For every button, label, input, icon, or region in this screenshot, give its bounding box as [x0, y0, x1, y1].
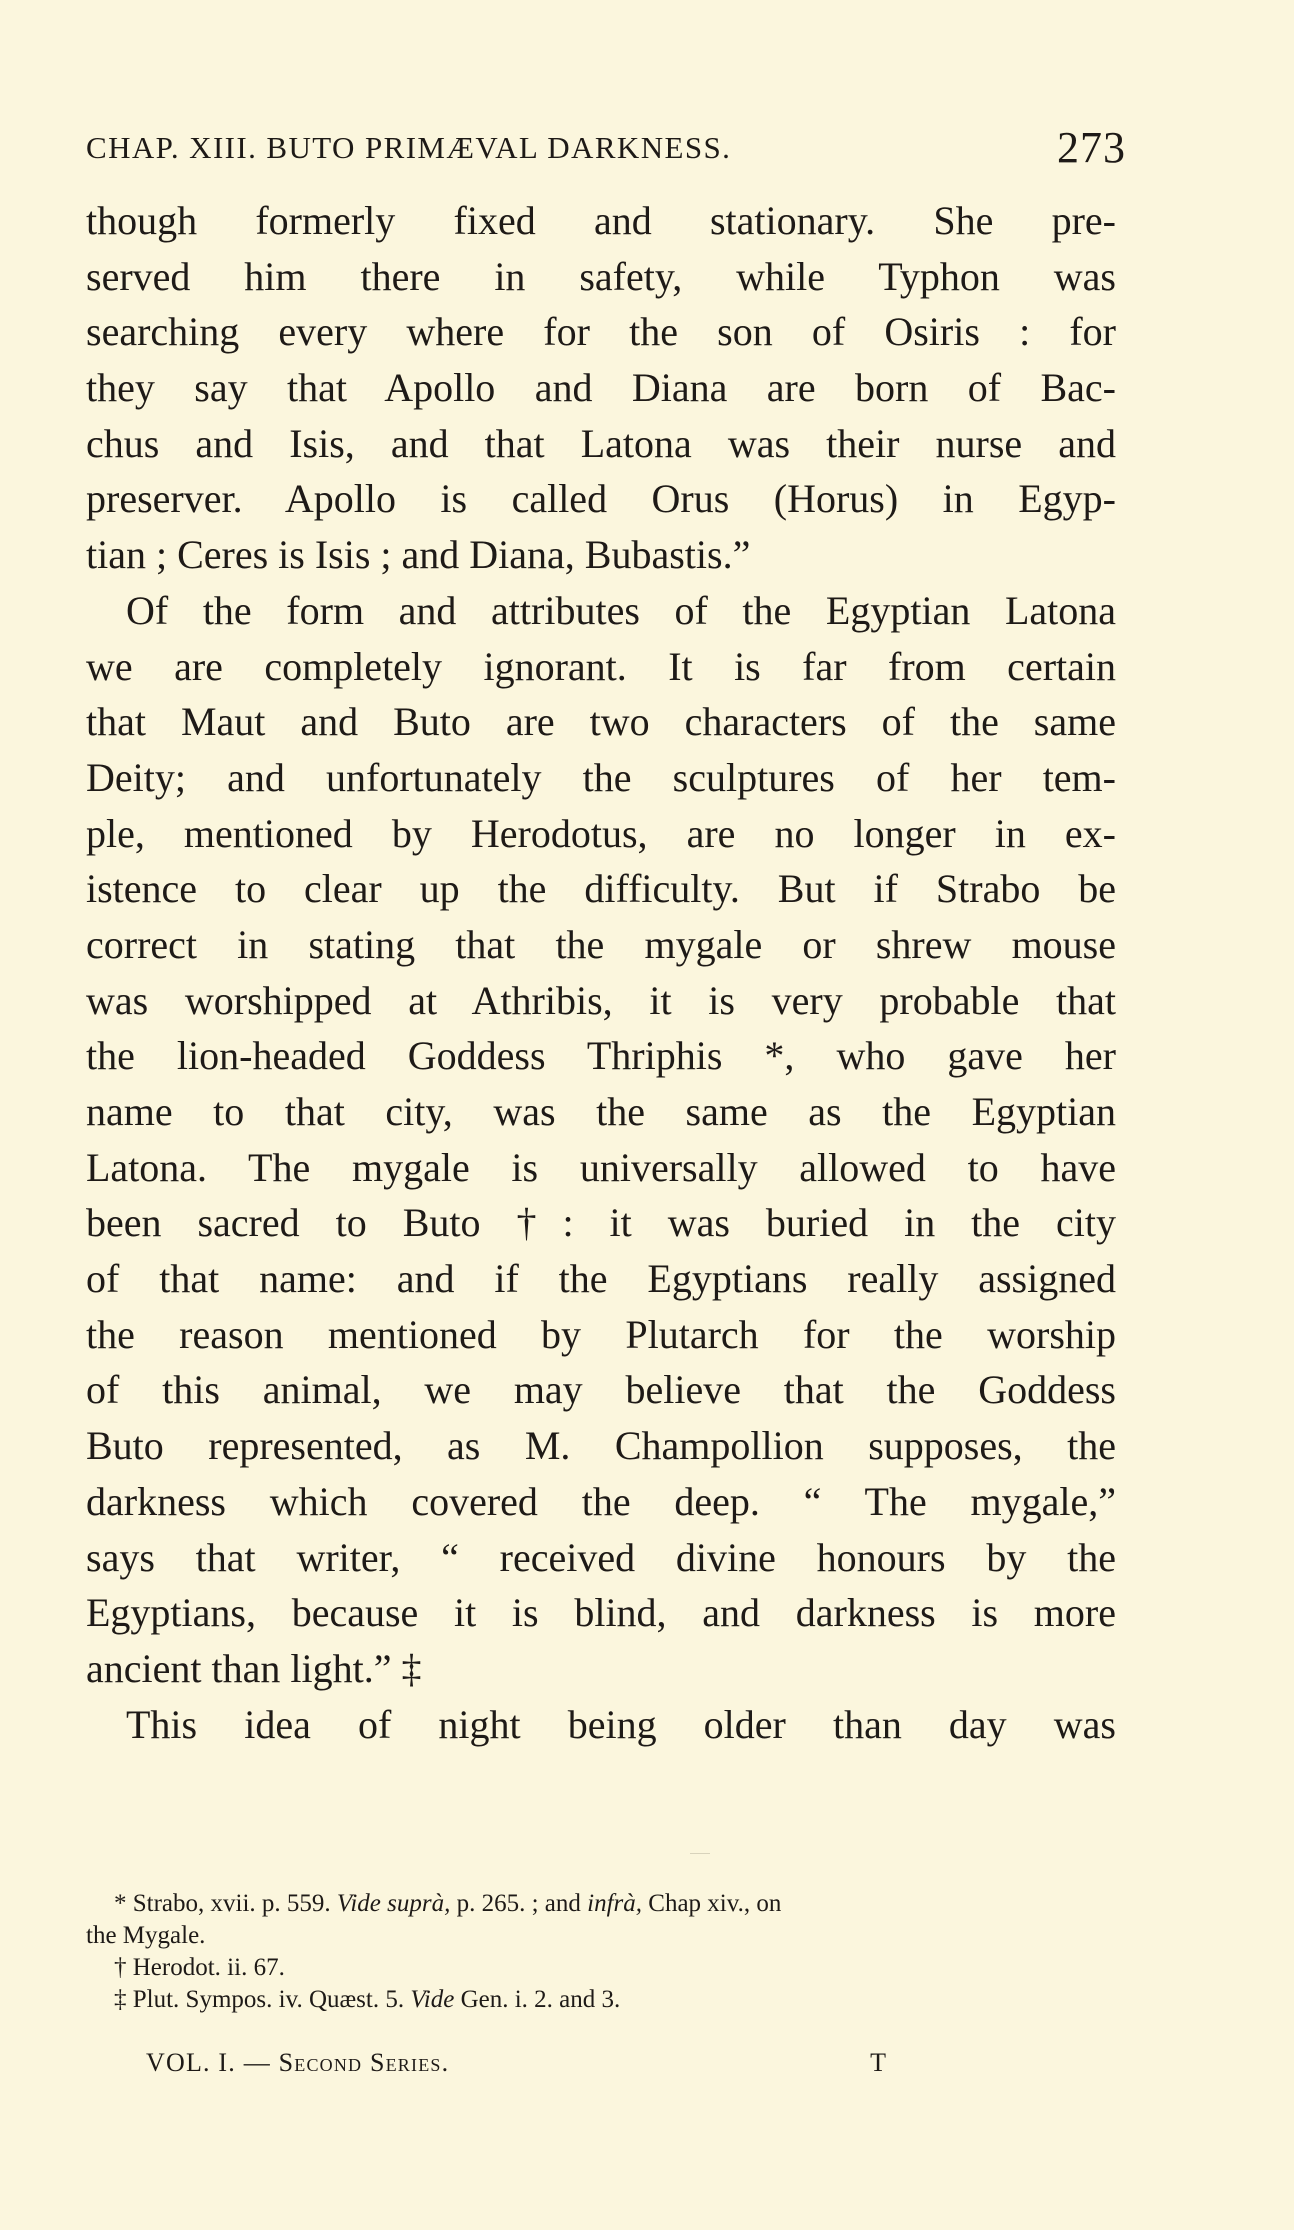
text-line: Of the form and attributes of the Egyptian Latona — [126, 587, 1116, 633]
page-number: 273 — [1057, 123, 1126, 172]
running-head: CHAP. XIII. BUTO PRIMÆVAL DARKNESS. — [86, 130, 732, 165]
footnote-text: * Strabo, xvii. p. 559. — [114, 1890, 337, 1917]
text-line: was worshipped at Athribis, it is very probable that — [86, 977, 1116, 1023]
footnote-1-continued: the Mygale. — [86, 1922, 206, 1949]
footnote-text: Chap xiv., on — [642, 1890, 782, 1917]
text-line: ancient than light.” ‡ — [86, 1645, 422, 1691]
page-header — [86, 122, 1126, 172]
text-line: tian ; Ceres is Isis ; and Diana, Bubastis.” — [86, 532, 751, 578]
text-line: they say that Apollo and Diana are born of Bac- — [86, 365, 1116, 411]
text-line: served him there in safety, while Typhon was — [86, 253, 1116, 299]
footnote-text: ‡ Plut. Sympos. iv. Quæst. 5. — [114, 1986, 411, 2013]
signature-mark: T — [870, 2048, 886, 2077]
text-line: Deity; and unfortunately the sculptures of her tem- — [86, 754, 1116, 800]
footnote-1 — [86, 1888, 1116, 1920]
footnotes — [86, 1888, 1116, 2016]
text-line: been sacred to Buto †: it was buried in the city — [86, 1200, 1116, 1246]
footnote-italic: Vide suprà, — [336, 1890, 451, 1917]
text-line: though formerly fixed and stationary. She pre- — [86, 198, 1116, 243]
text-line: we are completely ignorant. It is far from certain — [86, 643, 1116, 689]
text-line: the reason mentioned by Plutarch for the worship — [86, 1311, 1116, 1357]
text-line: of that name: and if the Egyptians really assigned — [86, 1256, 1116, 1302]
volume-series-label: VOL. I. — Second Series. — [146, 2048, 450, 2077]
text-line: This idea of night being older than day was — [126, 1701, 1116, 1747]
text-line: chus and Isis, and that Latona was their nurse and — [86, 420, 1116, 466]
text-line: ple, mentioned by Herodotus, are no longer in ex- — [86, 810, 1116, 856]
text-line: Latona. The mygale is universally allowed to have — [86, 1144, 1116, 1190]
footnote-3 — [86, 1984, 1116, 2016]
text-line: istence to clear up the difficulty. But if Strabo be — [86, 866, 1116, 912]
text-line: of this animal, we may believe that the Goddess — [86, 1367, 1116, 1413]
text-line: the lion-headed Goddess Thriphis *, who gave her — [86, 1033, 1116, 1079]
footnote-italic: Vide — [410, 1986, 455, 2013]
text-line: correct in stating that the mygale or shrew mouse — [86, 921, 1116, 967]
text-line: darkness which covered the deep. “ The mygale,” — [86, 1478, 1116, 1524]
footnote-2: † Herodot. ii. 67. — [114, 1954, 285, 1981]
footnote-text: Gen. i. 2. and 3. — [454, 1986, 621, 2013]
footnote-italic: infrà, — [587, 1890, 643, 1917]
text-line: searching every where for the son of Osiris : for — [86, 309, 1116, 355]
signature-line — [146, 2048, 886, 2082]
text-line: name to that city, was the same as the Egyptian — [86, 1089, 1116, 1134]
text-line: says that writer, “ received divine honours by the — [86, 1534, 1116, 1580]
text-line: Egyptians, because it is blind, and darkness is more — [86, 1590, 1116, 1636]
text-line: that Maut and Buto are two characters of the same — [86, 699, 1116, 745]
body-text — [86, 193, 1116, 1752]
footnote-divider — [690, 1853, 710, 1854]
footnote-text: p. 265. ; and — [450, 1890, 588, 1917]
text-line: preserver. Apollo is called Orus (Horus) in Egyp- — [86, 476, 1116, 522]
text-line: Buto represented, as M. Champollion supposes, the — [86, 1423, 1116, 1469]
